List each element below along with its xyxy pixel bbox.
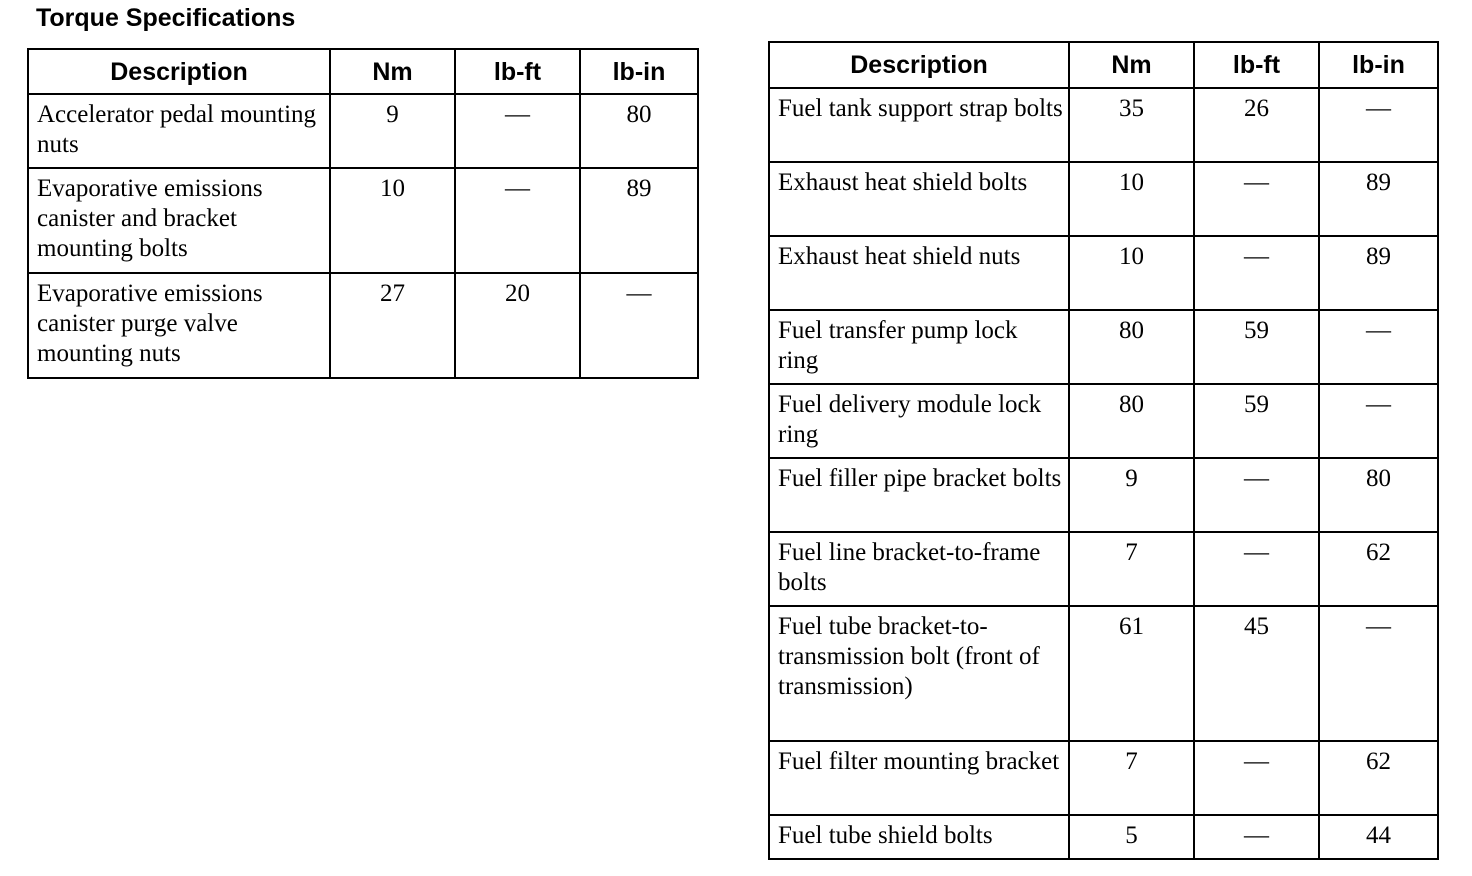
- description-cell: Evaporative emissions canister and bracket mounting bolts: [28, 168, 330, 273]
- description-cell: Fuel delivery module lock ring: [769, 384, 1069, 458]
- table-header-row: [769, 42, 1438, 88]
- lbin-cell: —: [1319, 88, 1438, 162]
- nm-cell: 80: [1069, 310, 1194, 384]
- description-cell: Fuel line bracket-to-frame bolts: [769, 532, 1069, 606]
- nm-cell: 10: [1069, 162, 1194, 236]
- lbin-cell: 80: [580, 94, 698, 168]
- description-cell: Fuel filler pipe bracket bolts: [769, 458, 1069, 532]
- torque-table-left: [27, 48, 699, 379]
- lbft-cell: 26: [1194, 88, 1319, 162]
- lbft-cell: —: [455, 94, 580, 168]
- lbft-cell: —: [1194, 532, 1319, 606]
- column-header-nm: Nm: [330, 49, 455, 94]
- description-cell: Fuel tube bracket-to-transmission bolt (front of transmission): [769, 606, 1069, 741]
- column-header-description: Description: [28, 49, 330, 94]
- column-header-lbft: lb-ft: [455, 49, 580, 94]
- description-cell: Accelerator pedal mounting nuts: [28, 94, 330, 168]
- table-header-row: [28, 49, 698, 94]
- lbin-cell: —: [1319, 384, 1438, 458]
- lbft-cell: 20: [455, 273, 580, 378]
- table-row: [769, 532, 1438, 606]
- lbin-cell: 89: [580, 168, 698, 273]
- nm-cell: 10: [1069, 236, 1194, 310]
- lbft-cell: —: [1194, 741, 1319, 815]
- nm-cell: 7: [1069, 532, 1194, 606]
- column-header-lbin: lb-in: [1319, 42, 1438, 88]
- page-title: Torque Specifications: [36, 4, 296, 32]
- table-row: [28, 168, 698, 273]
- table-row: [769, 88, 1438, 162]
- table-row: [769, 458, 1438, 532]
- torque-table-right: [768, 41, 1439, 860]
- lbin-cell: 89: [1319, 162, 1438, 236]
- description-cell: Evaporative emissions canister purge valve mounting nuts: [28, 273, 330, 378]
- lbin-cell: 44: [1319, 815, 1438, 859]
- table-row: [769, 606, 1438, 741]
- nm-cell: 61: [1069, 606, 1194, 741]
- table-row: [769, 815, 1438, 859]
- column-header-lbin: lb-in: [580, 49, 698, 94]
- column-header-description: Description: [769, 42, 1069, 88]
- description-cell: Fuel tank support strap bolts: [769, 88, 1069, 162]
- lbin-cell: —: [1319, 310, 1438, 384]
- table-row: [28, 94, 698, 168]
- column-header-nm: Nm: [1069, 42, 1194, 88]
- table-row: [769, 236, 1438, 310]
- nm-cell: 7: [1069, 741, 1194, 815]
- lbft-cell: —: [1194, 236, 1319, 310]
- table-row: [769, 741, 1438, 815]
- table-row: [769, 384, 1438, 458]
- lbin-cell: 89: [1319, 236, 1438, 310]
- column-header-lbft: lb-ft: [1194, 42, 1319, 88]
- nm-cell: 35: [1069, 88, 1194, 162]
- lbin-cell: 62: [1319, 741, 1438, 815]
- lbft-cell: 59: [1194, 310, 1319, 384]
- nm-cell: 9: [1069, 458, 1194, 532]
- nm-cell: 27: [330, 273, 455, 378]
- lbft-cell: 45: [1194, 606, 1319, 741]
- description-cell: Exhaust heat shield bolts: [769, 162, 1069, 236]
- nm-cell: 5: [1069, 815, 1194, 859]
- nm-cell: 80: [1069, 384, 1194, 458]
- description-cell: Exhaust heat shield nuts: [769, 236, 1069, 310]
- lbin-cell: 62: [1319, 532, 1438, 606]
- table-row: [28, 273, 698, 378]
- lbft-cell: —: [455, 168, 580, 273]
- lbft-cell: —: [1194, 162, 1319, 236]
- lbft-cell: 59: [1194, 384, 1319, 458]
- lbft-cell: —: [1194, 458, 1319, 532]
- table-row: [769, 162, 1438, 236]
- nm-cell: 10: [330, 168, 455, 273]
- description-cell: Fuel filter mounting bracket: [769, 741, 1069, 815]
- lbin-cell: 80: [1319, 458, 1438, 532]
- description-cell: Fuel tube shield bolts: [769, 815, 1069, 859]
- table-row: [769, 310, 1438, 384]
- lbin-cell: —: [1319, 606, 1438, 741]
- lbin-cell: —: [580, 273, 698, 378]
- nm-cell: 9: [330, 94, 455, 168]
- description-cell: Fuel transfer pump lock ring: [769, 310, 1069, 384]
- lbft-cell: —: [1194, 815, 1319, 859]
